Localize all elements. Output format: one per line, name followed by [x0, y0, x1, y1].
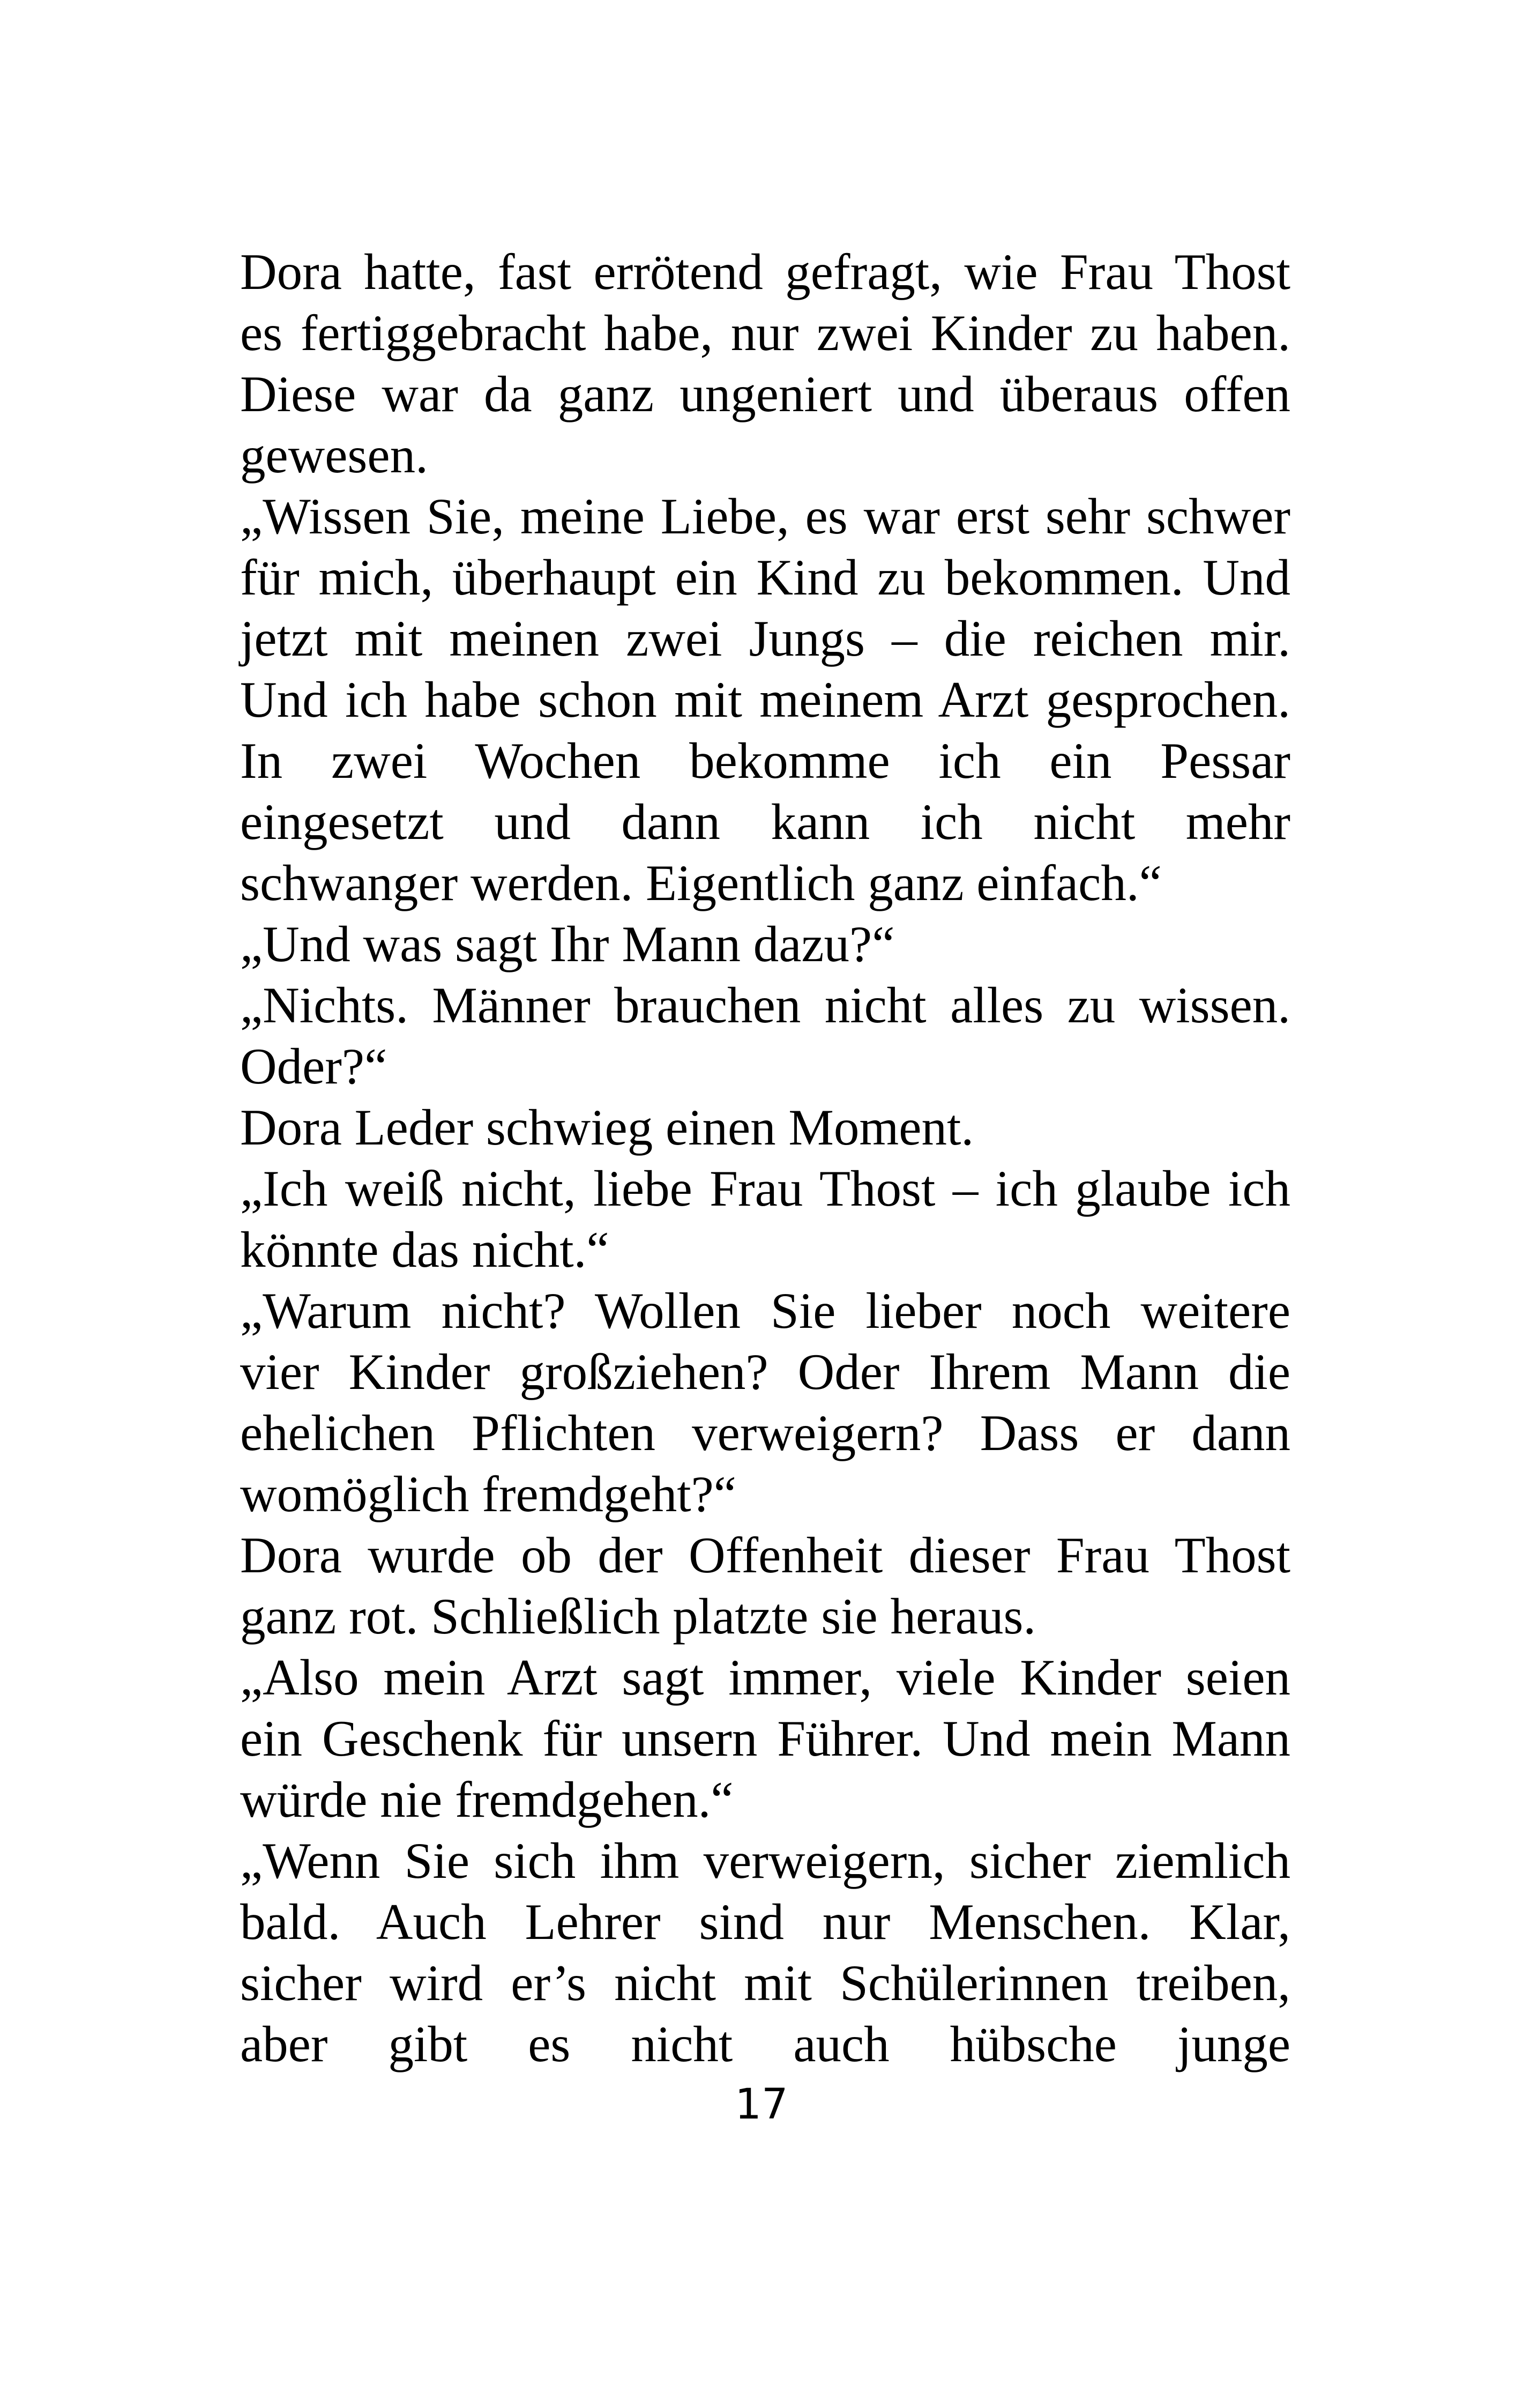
text-line: Diese war da ganz ungeniert und überaus offen: [240, 366, 1290, 422]
text-line: Oder?“: [240, 1038, 387, 1095]
text-line: Dora hatte, fast errötend gefragt, wie Frau Thost: [240, 243, 1290, 300]
text-line: „Also mein Arzt sagt immer, viele Kinder seien: [240, 1649, 1290, 1706]
text-line: bald. Auch Lehrer sind nur Menschen. Klar,: [240, 1893, 1290, 1950]
text-line: „Wenn Sie sich ihm verweigern, sicher ziemlich: [240, 1832, 1290, 1889]
text-line: In zwei Wochen bekomme ich ein Pessar: [240, 732, 1290, 789]
text-line: „Und was sagt Ihr Mann dazu?“: [240, 916, 895, 972]
text-line: „Warum nicht? Wollen Sie lieber noch weitere: [240, 1282, 1290, 1339]
text-line: „Wissen Sie, meine Liebe, es war erst sehr schwer: [240, 488, 1290, 545]
text-line: vier Kinder großziehen? Oder Ihrem Mann die: [240, 1343, 1290, 1400]
text-line: könnte das nicht.“: [240, 1221, 609, 1278]
text-line: aber gibt es nicht auch hübsche junge: [240, 2016, 1290, 2072]
text-line: womöglich fremdgeht?“: [240, 1466, 736, 1522]
text-line: „Ich weiß nicht, liebe Frau Thost – ich glaube ich: [240, 1160, 1290, 1217]
text-line: schwanger werden. Eigentlich ganz einfach.“: [240, 854, 1162, 911]
text-line: Dora wurde ob der Offenheit dieser Frau Thost: [240, 1527, 1290, 1584]
text-line: würde nie fremdgehen.“: [240, 1771, 734, 1828]
text-line: jetzt mit meinen zwei Jungs – die reichen mir.: [240, 610, 1290, 667]
text-line: ganz rot. Schließlich platzte sie heraus.: [240, 1588, 1036, 1645]
text-line: es fertiggebracht habe, nur zwei Kinder zu haben.: [240, 304, 1290, 361]
text-line: gewesen.: [240, 427, 428, 484]
page-number: 17: [735, 2080, 788, 2129]
text-line: Dora Leder schwieg einen Moment.: [240, 1099, 974, 1156]
body-text: [240, 241, 1290, 2075]
text-line: „Nichts. Männer brauchen nicht alles zu wissen.: [240, 977, 1290, 1034]
text-line: eingesetzt und dann kann ich nicht mehr: [240, 793, 1290, 850]
text-line: sicher wird er’s nicht mit Schülerinnen treiben,: [240, 1954, 1290, 2011]
text-line: für mich, überhaupt ein Kind zu bekommen. Und: [240, 549, 1290, 606]
text-line: ein Geschenk für unsern Führer. Und mein Mann: [240, 1710, 1290, 1767]
text-line: ehelichen Pflichten verweigern? Dass er dann: [240, 1404, 1290, 1461]
text-line: Und ich habe schon mit meinem Arzt gesprochen.: [240, 671, 1290, 728]
